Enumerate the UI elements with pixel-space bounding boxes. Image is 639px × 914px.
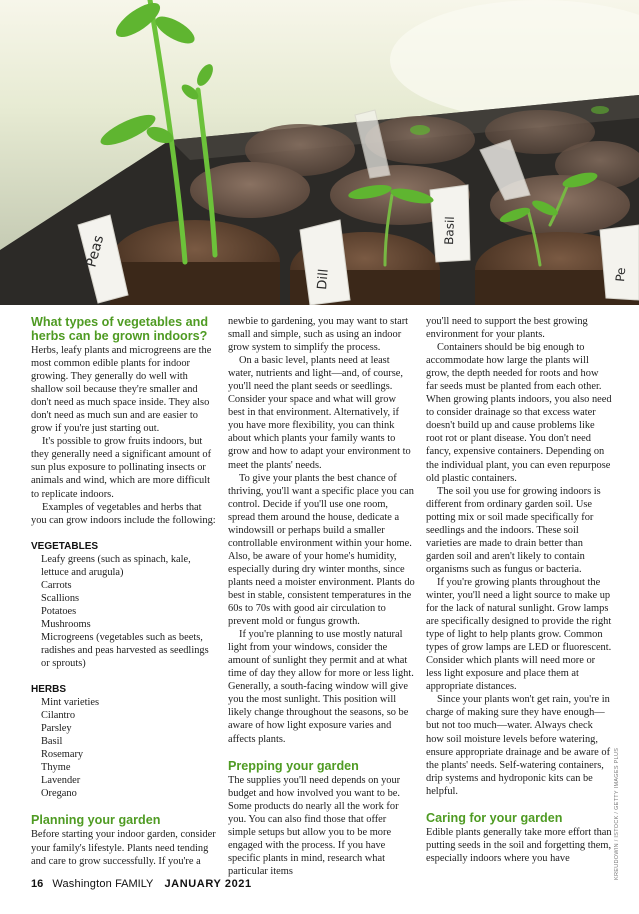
list-item: Mint varieties [41,697,100,709]
list-item: Microgreens (vegetables such as beets, radishes and peas harvested as seedlings or sprouts) [41,631,209,670]
page-footer [31,878,252,890]
article-column-2 [228,315,415,878]
tag-label: Peas [83,233,108,270]
tag-label: Dill [315,268,332,291]
section-heading: Prepping your garden [228,758,359,773]
paragraph: If you're growing plants throughout the winter, you'll need a light source to make up for the lack of natural sunlight. Grow lamps are specifically designed to provide the right type of light to help plants grow. Common types of grow lamps are LED or fluorescent. Consider which plants will need more or less light exposure and place them at appropriate distances. [426,576,612,693]
list-item: Potatoes [41,605,77,617]
paragraph: The supplies you'll need depends on your budget and how involved you want to be. Some products do nearly all the work for you. You can also find those that offer simple setups but allow you to be more engaged with the process. If you have specific plants in mind, research what particular items [228,774,401,877]
section-heading: What types of vegetables and herbs can be grown indoors? [31,315,209,343]
paragraph: Since your plants won't get rain, you're in charge of making sure they have enough—but not too much—water. Always check how soil moisture levels before watering, ensure appropriate drainage and be aware of the plants' needs. Self-watering containers, drip systems and hydroponic kits can be helpful. [426,694,611,797]
paragraph: Herbs, leafy plants and microgreens are the most common edible plants for indoor growing. They generally do well with shallow soil because they're smaller and don't need as much space inside. They also don't need as much sun and are easier to grow if you're just starting out. [31,345,212,435]
paragraph: If you're planning to use mostly natural light from your windows, consider the amount of sunlight they permit and at what time of day they allow for more or less light. Generally, a south-facing window will give you the most sunlight. This position will likely change throughout the seasons, so be aware of how light exposure varies and affects plants. [228,629,414,745]
paragraph: The soil you use for growing indoors is different from ordinary garden soil. Use potting mix or soil made specifically for seedlings and the indoors. These soil varieties are made to drain better than garden soil and aren't likely to contain organisms such as fungus or bacteria. [426,485,601,575]
list-item: Leafy greens (such as spinach, kale, lettuce and arugula) [41,553,191,578]
tag-label: Pe [613,266,629,283]
magazine-name: Washington [52,878,112,890]
paragraph: Containers should be big enough to accommodate how large the plants will grow, the depth needed for roots and how far seeds must be planted from each other. When growing plants indoors, you also need to consider drainage so that excess water doesn't build up and cause problems like root rot or plant disease. You don't need fancy, expensive containers. Depending on the individual plant, you can even repurpose old plastic containers. [426,342,612,484]
tag-label: Basil [442,216,457,246]
list-item: Scallions [41,592,80,604]
list-item: Lavender [41,775,81,787]
photo-credit: KREUDOWIN / ISTOCK / GETTY IMAGES PLUS [614,747,620,880]
paragraph: newbie to gardening, you may want to start small and simple, such as using an indoor grow system to simplify the process. [228,316,409,354]
list-item: Carrots [41,579,72,591]
paragraph: Examples of vegetables and herbs that you can grow indoors include the following: [31,501,216,526]
list-item: Thyme [41,762,71,774]
issue-date: JANUARY 2021 [164,878,252,890]
paragraph: It's possible to grow fruits indoors, but they generally need a significant amount of sun plus exposure to pollinating insects or animals and wind, which are more difficult to replicate indoors. [31,436,212,500]
hero-photo-seedlings [0,0,639,305]
page-number: 16 [31,878,44,890]
paragraph: Before starting your indoor garden, consider your family's lifestyle. Plants need tending and care to grow successfully. If you're a [31,829,216,867]
paragraph: To give your plants the best chance of thriving, you'll want a specific place you can control. Decide if you'll use one room, spread them around the house, dedicate a windowsill or perhaps build a smaller controllable environment within your home. Also, be aware of your home's humidity, especially during dry winter months, since plants need a moister environment. Plants do best in stable, consistent temperatures in the 60s to 70s with good air circulation to prevent mold or fungus growth. [228,472,415,628]
herb-list [31,696,217,800]
section-heading: Caring for your garden [426,810,563,825]
seedling-tray-illustration [0,0,639,305]
list-item: Cilantro [41,710,76,722]
paragraph: Edible plants generally take more effort than putting seeds in the soil and forgetting them, especially indoors where you have [426,826,612,864]
magazine-name-suffix: FAMILY [115,878,154,890]
paragraph: On a basic level, plants need at least water, nutrients and light—and, of course, you'll need the plant seeds or seedlings. Consider your space and what will grow best in that environment. Alternatively, if you have more flexibility, you can think about which plants your family wants to grow and how to adapt your environment to meet the plants' needs. [228,355,411,471]
list-item: Mushrooms [41,618,91,630]
article-column-1 [31,315,217,868]
list-item: Oregano [41,788,77,800]
list-heading-herbs: HERBS [31,684,67,696]
paragraph: you'll need to support the best growing environment for your plants. [426,316,588,341]
vegetable-list [31,553,217,670]
list-heading-vegetables: VEGETABLES [31,540,99,552]
section-heading: Planning your garden [31,813,161,828]
list-item: Rosemary [41,749,84,761]
article-column-3 [426,315,612,865]
list-item: Parsley [41,723,72,735]
list-item: Basil [41,736,63,748]
